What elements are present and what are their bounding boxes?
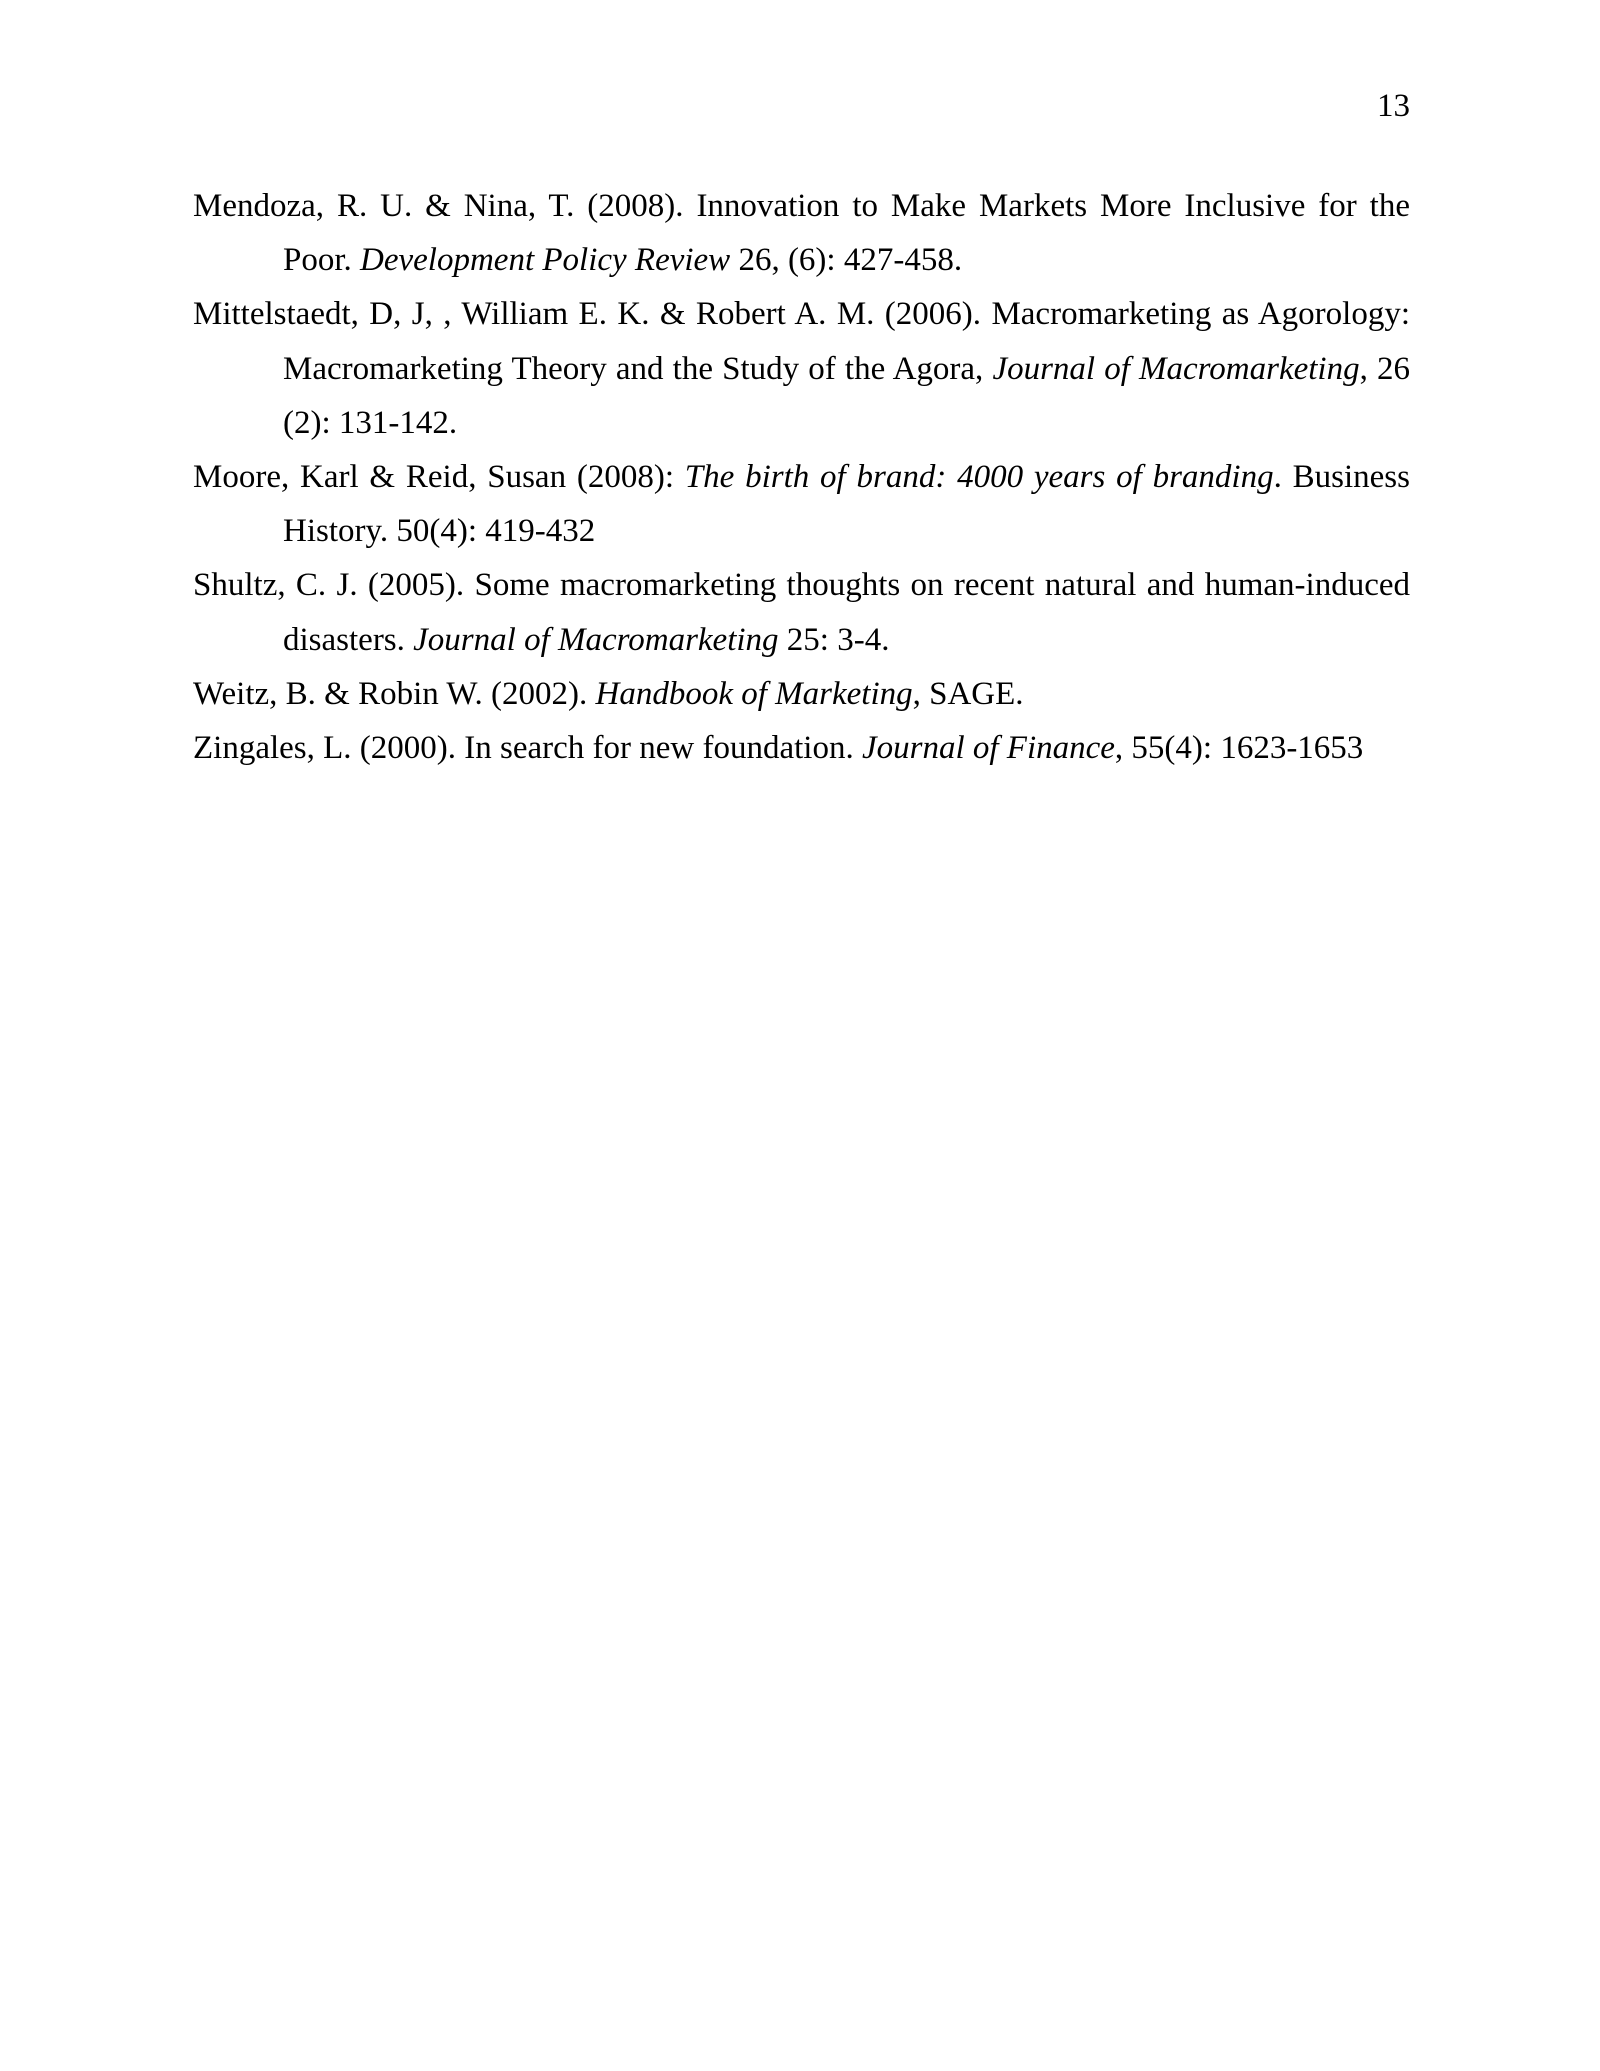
reference-text: , 55(4): 1623-1653 (1114, 730, 1364, 767)
reference-entry (193, 667, 1410, 721)
reference-text-italic: The birth of brand: 4000 years of branding (684, 459, 1274, 496)
reference-text: Mittelstaedt, D, J, , William E. K. & Robert A. M. (2006). Macromarketing as Agorology: Macromarketing Theory and the Study of the Agora, (193, 296, 1410, 387)
reference-text-italic: Development Policy Review (360, 242, 731, 279)
page-number: 13 (1377, 88, 1410, 124)
reference-entry (193, 558, 1410, 666)
reference-text-italic: Journal of Finance (861, 730, 1115, 767)
reference-text: Shultz, C. J. (2005). Some macromarketing thoughts on recent natural and human-induced disasters. (193, 567, 1410, 658)
reference-text: , SAGE. (912, 675, 1024, 712)
reference-entry (193, 721, 1410, 775)
reference-text-italic: Journal of Macromarketing (413, 621, 779, 658)
reference-text: Moore, Karl & Reid, Susan (2008): (193, 459, 685, 496)
references-list (193, 179, 1410, 775)
reference-text-italic: Journal of Macromarketing (992, 350, 1360, 387)
reference-text: . Business History. 50(4): 419-432 (283, 459, 1410, 550)
reference-text: , 26 (2): 131-142. (283, 350, 1410, 441)
reference-text: 26, (6): 427-458. (730, 242, 963, 279)
reference-entry (193, 287, 1410, 450)
reference-text: Zingales, L. (2000). In search for new foundation. (193, 730, 862, 767)
reference-text: Weitz, B. & Robin W. (2002). (193, 675, 596, 712)
reference-text: 25: 3-4. (778, 621, 890, 658)
reference-entry (193, 450, 1410, 558)
reference-text-italic: Handbook of Marketing (595, 675, 913, 712)
reference-entry (193, 179, 1410, 287)
reference-text: Mendoza, R. U. & Nina, T. (2008). Innovation to Make Markets More Inclusive for the Poor. (193, 188, 1410, 279)
